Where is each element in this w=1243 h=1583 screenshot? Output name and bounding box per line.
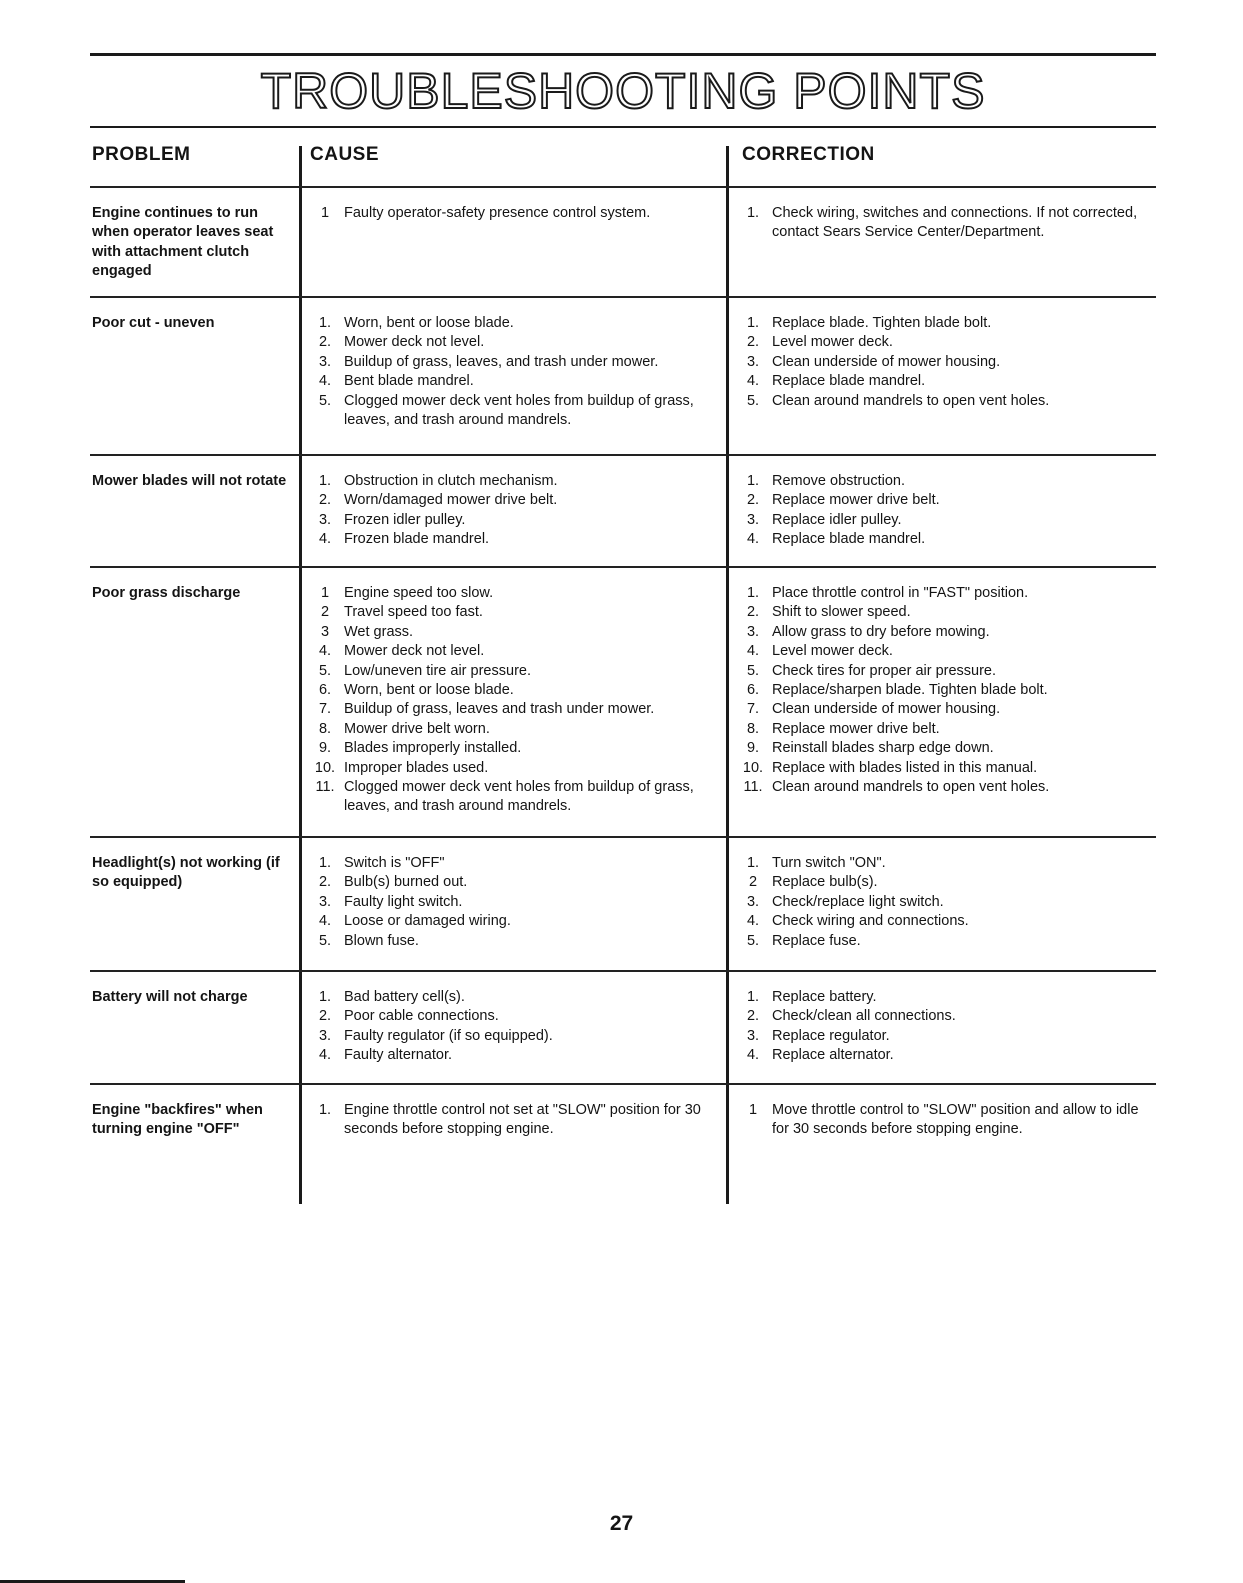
row-divider [90, 296, 1156, 298]
cause-text: Obstruction in clutch mechanism. [344, 473, 558, 489]
problem-text: Engine "backfires" when turning engine "OFF" [92, 1102, 263, 1138]
cause-text: Blades improperly installed. [344, 740, 522, 757]
correction-text: Replace fuse. [772, 932, 861, 949]
correction-text: Clean underside of mower housing. [772, 701, 1001, 718]
item-number: 1 [320, 205, 330, 221]
cause-text: Wet grass. [344, 623, 414, 640]
correction-text: Shift to slower speed. [772, 604, 911, 621]
item-number: 4. [318, 913, 332, 930]
item-number: 9. [746, 740, 760, 757]
correction-item [734, 511, 1154, 530]
cause-text: Clogged mower deck vent holes from buildup of grass, leaves, and trash around mandrels. [344, 392, 694, 429]
cause-text: Faulty regulator (if so equipped). [344, 1027, 553, 1044]
correction-item [734, 353, 1154, 372]
item-number: 3. [746, 623, 760, 640]
item-number: 5. [746, 932, 760, 949]
cause-text: Buildup of grass, leaves, and trash under mower. [344, 353, 659, 370]
item-number: 3. [318, 893, 332, 910]
cause-item [306, 204, 718, 223]
cause-text: Blown fuse. [344, 932, 419, 949]
cause-text: Mower deck not level. [344, 643, 485, 660]
correction-item [734, 720, 1154, 739]
correction-text: Replace/sharpen blade. Tighten blade bolt. [772, 682, 1048, 699]
correction-list [734, 988, 1154, 1066]
cause-list [306, 584, 718, 817]
item-number: 4. [318, 643, 332, 660]
cause-text: Bad battery cell(s). [344, 989, 465, 1005]
row-divider [90, 186, 1156, 188]
item-number: 6. [318, 682, 332, 699]
item-number: 4. [318, 373, 332, 390]
correction-text: Level mower deck. [772, 643, 893, 660]
cause-item [306, 1046, 718, 1065]
correction-text: Replace blade mandrel. [772, 531, 926, 548]
cause-text: Bent blade mandrel. [344, 373, 474, 390]
item-number: 2. [746, 492, 760, 509]
column-divider-correction [726, 146, 729, 1204]
item-number: 3. [318, 511, 332, 528]
correction-text: Check/clean all connections. [772, 1008, 956, 1025]
item-number: 5. [318, 392, 332, 409]
item-number: 1. [318, 1102, 332, 1118]
cause-item [306, 854, 718, 873]
cause-item [306, 491, 718, 510]
item-number: 3. [318, 353, 332, 370]
correction-text: Reinstall blades sharp edge down. [772, 740, 994, 757]
cause-text: Worn/damaged mower drive belt. [344, 492, 558, 509]
item-number: 3. [746, 1027, 760, 1044]
item-number: 2. [318, 874, 332, 891]
cause-text: Poor cable connections. [344, 1008, 499, 1025]
correction-text: Replace blade mandrel. [772, 373, 926, 390]
correction-text: Replace battery. [772, 989, 877, 1005]
correction-text: Replace mower drive belt. [772, 720, 940, 737]
cause-item [306, 584, 718, 603]
item-number: 3 [320, 623, 330, 640]
correction-item [734, 893, 1154, 912]
cause-text: Loose or damaged wiring. [344, 913, 511, 930]
cause-item [306, 372, 718, 391]
page-title: TROUBLESHOOTING POINTS [260, 63, 986, 119]
item-number: 1. [746, 205, 760, 221]
problem-text: Engine continues to run when operator leaves seat with attachment clutch engaged [92, 205, 274, 280]
cause-item [306, 333, 718, 352]
item-number: 8. [318, 720, 332, 737]
cause-text: Low/uneven tire air pressure. [344, 662, 531, 679]
item-number: 2. [318, 492, 332, 509]
cause-text: Frozen idler pulley. [344, 511, 466, 528]
correction-item [734, 372, 1154, 391]
problem-text: Poor cut - uneven [92, 315, 215, 331]
cause-item [306, 392, 718, 431]
item-number: 4. [746, 531, 760, 548]
problem-header: PROBLEM [92, 144, 191, 165]
item-number: 8. [746, 720, 760, 737]
correction-item [734, 584, 1154, 603]
item-number: 5. [318, 662, 332, 679]
top-rule [90, 53, 1156, 56]
item-number: 1. [318, 989, 332, 1005]
item-number: 9. [318, 740, 332, 757]
title-bottom-rule [90, 126, 1156, 128]
cause-list [306, 472, 718, 550]
correction-list [734, 204, 1154, 243]
item-number: 2. [746, 604, 760, 621]
correction-item [734, 491, 1154, 510]
cause-item [306, 603, 718, 622]
item-number: 1 [748, 1102, 758, 1118]
cause-text: Bulb(s) burned out. [344, 874, 468, 891]
cause-item [306, 700, 718, 719]
cause-text: Improper blades used. [344, 759, 489, 776]
item-number: 1. [746, 855, 760, 871]
correction-text: Allow grass to dry before mowing. [772, 623, 990, 640]
item-number: 11. [315, 779, 335, 796]
cause-text: Switch is "OFF" [344, 855, 445, 871]
item-number: 3. [318, 1027, 332, 1044]
correction-text: Replace alternator. [772, 1047, 894, 1064]
correction-list [734, 854, 1154, 951]
item-number: 3. [746, 511, 760, 528]
correction-text: Replace regulator. [772, 1027, 890, 1044]
cause-item [306, 1007, 718, 1026]
cause-text: Faulty alternator. [344, 1047, 452, 1064]
cause-item [306, 759, 718, 778]
cause-header: CAUSE [310, 144, 380, 165]
cause-text: Clogged mower deck vent holes from buildup of grass, leaves, and trash around mandrels. [344, 779, 694, 815]
cause-list [306, 204, 718, 223]
correction-item [734, 759, 1154, 778]
cause-item [306, 314, 718, 333]
correction-item [734, 1046, 1154, 1065]
correction-item [734, 932, 1154, 951]
item-number: 7. [746, 701, 760, 718]
problem-text: Poor grass discharge [92, 585, 241, 601]
cause-text: Buildup of grass, leaves and trash under mower. [344, 701, 655, 718]
correction-text: Remove obstruction. [772, 473, 905, 489]
correction-item [734, 314, 1154, 333]
item-number: 4. [746, 913, 760, 930]
item-number: 6. [746, 682, 760, 699]
cause-text: Worn, bent or loose blade. [344, 315, 514, 331]
row-divider [90, 566, 1156, 568]
correction-item [734, 642, 1154, 661]
correction-list [734, 1101, 1154, 1140]
correction-text: Replace blade. Tighten blade bolt. [772, 315, 992, 331]
correction-item [734, 623, 1154, 642]
correction-item [734, 472, 1154, 491]
page-number: 27 [609, 1512, 634, 1535]
cause-list [306, 988, 718, 1066]
item-number: 5. [746, 392, 760, 409]
correction-item [734, 1101, 1154, 1140]
problem-text: Headlight(s) not working (if so equipped) [92, 855, 280, 891]
cause-item [306, 530, 718, 549]
cause-text: Engine speed too slow. [344, 585, 494, 601]
cause-text: Mower drive belt worn. [344, 720, 490, 737]
correction-text: Replace idler pulley. [772, 511, 902, 528]
correction-item [734, 1007, 1154, 1026]
correction-list [734, 314, 1154, 411]
correction-item [734, 778, 1154, 797]
item-number: 2. [746, 334, 760, 351]
item-number: 2. [318, 334, 332, 351]
cause-item [306, 623, 718, 642]
correction-item [734, 700, 1154, 719]
correction-text: Replace bulb(s). [772, 874, 878, 891]
problem-text: Battery will not charge [92, 989, 248, 1005]
correction-item [734, 204, 1154, 243]
correction-text: Replace with blades listed in this manual. [772, 759, 1038, 776]
item-number: 1. [746, 585, 760, 601]
correction-text: Place throttle control in "FAST" position. [772, 585, 1029, 601]
item-number: 10. [314, 759, 336, 776]
item-number: 1. [746, 315, 760, 331]
cause-list [306, 854, 718, 951]
correction-item [734, 854, 1154, 873]
correction-text: Clean around mandrels to open vent holes. [772, 779, 1050, 796]
correction-item [734, 873, 1154, 892]
correction-list [734, 472, 1154, 550]
correction-item [734, 912, 1154, 931]
item-number: 4. [746, 1047, 760, 1064]
cause-text: Travel speed too fast. [344, 604, 483, 621]
item-number: 7. [318, 701, 332, 718]
correction-text: Move throttle control to "SLOW" position and allow to idle for 30 seconds before stopping engine. [772, 1102, 1139, 1138]
cause-list [306, 1101, 718, 1140]
cause-item [306, 720, 718, 739]
cause-item [306, 778, 718, 817]
cause-item [306, 472, 718, 491]
correction-text: Turn switch "ON". [772, 855, 886, 871]
cause-list [306, 314, 718, 430]
correction-item [734, 333, 1154, 352]
item-number: 2. [318, 1008, 332, 1025]
cause-item [306, 932, 718, 951]
correction-text: Check wiring and connections. [772, 913, 969, 930]
row-divider [90, 970, 1156, 972]
item-number: 11. [743, 779, 763, 796]
item-number: 5. [746, 662, 760, 679]
cause-item [306, 662, 718, 681]
cause-item [306, 681, 718, 700]
cause-item [306, 353, 718, 372]
cause-text: Mower deck not level. [344, 334, 485, 351]
cause-text: Engine throttle control not set at "SLOW" position for 30 seconds before stopping engine. [344, 1102, 701, 1138]
correction-item [734, 603, 1154, 622]
row-divider [90, 454, 1156, 456]
correction-item [734, 530, 1154, 549]
cause-item [306, 988, 718, 1007]
cause-item [306, 893, 718, 912]
item-number: 1. [318, 855, 332, 871]
correction-header: CORRECTION [742, 144, 875, 165]
correction-item [734, 392, 1154, 411]
correction-item [734, 662, 1154, 681]
item-number: 10. [742, 759, 764, 776]
item-number: 4. [746, 373, 760, 390]
cause-item [306, 739, 718, 758]
correction-item [734, 739, 1154, 758]
correction-text: Check wiring, switches and connections. If not corrected, contact Sears Service Center/Department. [772, 205, 1138, 241]
correction-text: Check/replace light switch. [772, 893, 944, 910]
item-number: 5. [318, 932, 332, 949]
cause-item [306, 912, 718, 931]
row-divider [90, 1083, 1156, 1085]
item-number: 4. [746, 643, 760, 660]
item-number: 2 [320, 604, 330, 621]
cause-text: Worn, bent or loose blade. [344, 682, 514, 699]
item-number: 2 [748, 874, 758, 891]
correction-item [734, 681, 1154, 700]
correction-text: Replace mower drive belt. [772, 492, 940, 509]
cause-item [306, 873, 718, 892]
item-number: 1. [746, 989, 760, 1005]
item-number: 3. [746, 893, 760, 910]
correction-item [734, 988, 1154, 1007]
correction-text: Clean underside of mower housing. [772, 353, 1001, 370]
row-divider [90, 836, 1156, 838]
problem-text: Mower blades will not rotate [92, 473, 287, 489]
correction-text: Level mower deck. [772, 334, 893, 351]
item-number: 1. [746, 473, 760, 489]
item-number: 3. [746, 353, 760, 370]
column-divider-cause [299, 146, 302, 1204]
cause-text: Frozen blade mandrel. [344, 531, 490, 548]
item-number: 1. [318, 315, 332, 331]
correction-item [734, 1027, 1154, 1046]
correction-text: Check tires for proper air pressure. [772, 662, 997, 679]
item-number: 2. [746, 1008, 760, 1025]
item-number: 1 [320, 585, 330, 601]
cause-text: Faulty light switch. [344, 893, 463, 910]
cause-item [306, 1027, 718, 1046]
cause-item [306, 642, 718, 661]
item-number: 4. [318, 531, 332, 548]
correction-list [734, 584, 1154, 797]
cause-item [306, 1101, 718, 1140]
correction-text: Clean around mandrels to open vent holes. [772, 392, 1050, 409]
item-number: 4. [318, 1047, 332, 1064]
cause-text: Faulty operator-safety presence control system. [344, 205, 651, 221]
cause-item [306, 511, 718, 530]
item-number: 1. [318, 473, 332, 489]
